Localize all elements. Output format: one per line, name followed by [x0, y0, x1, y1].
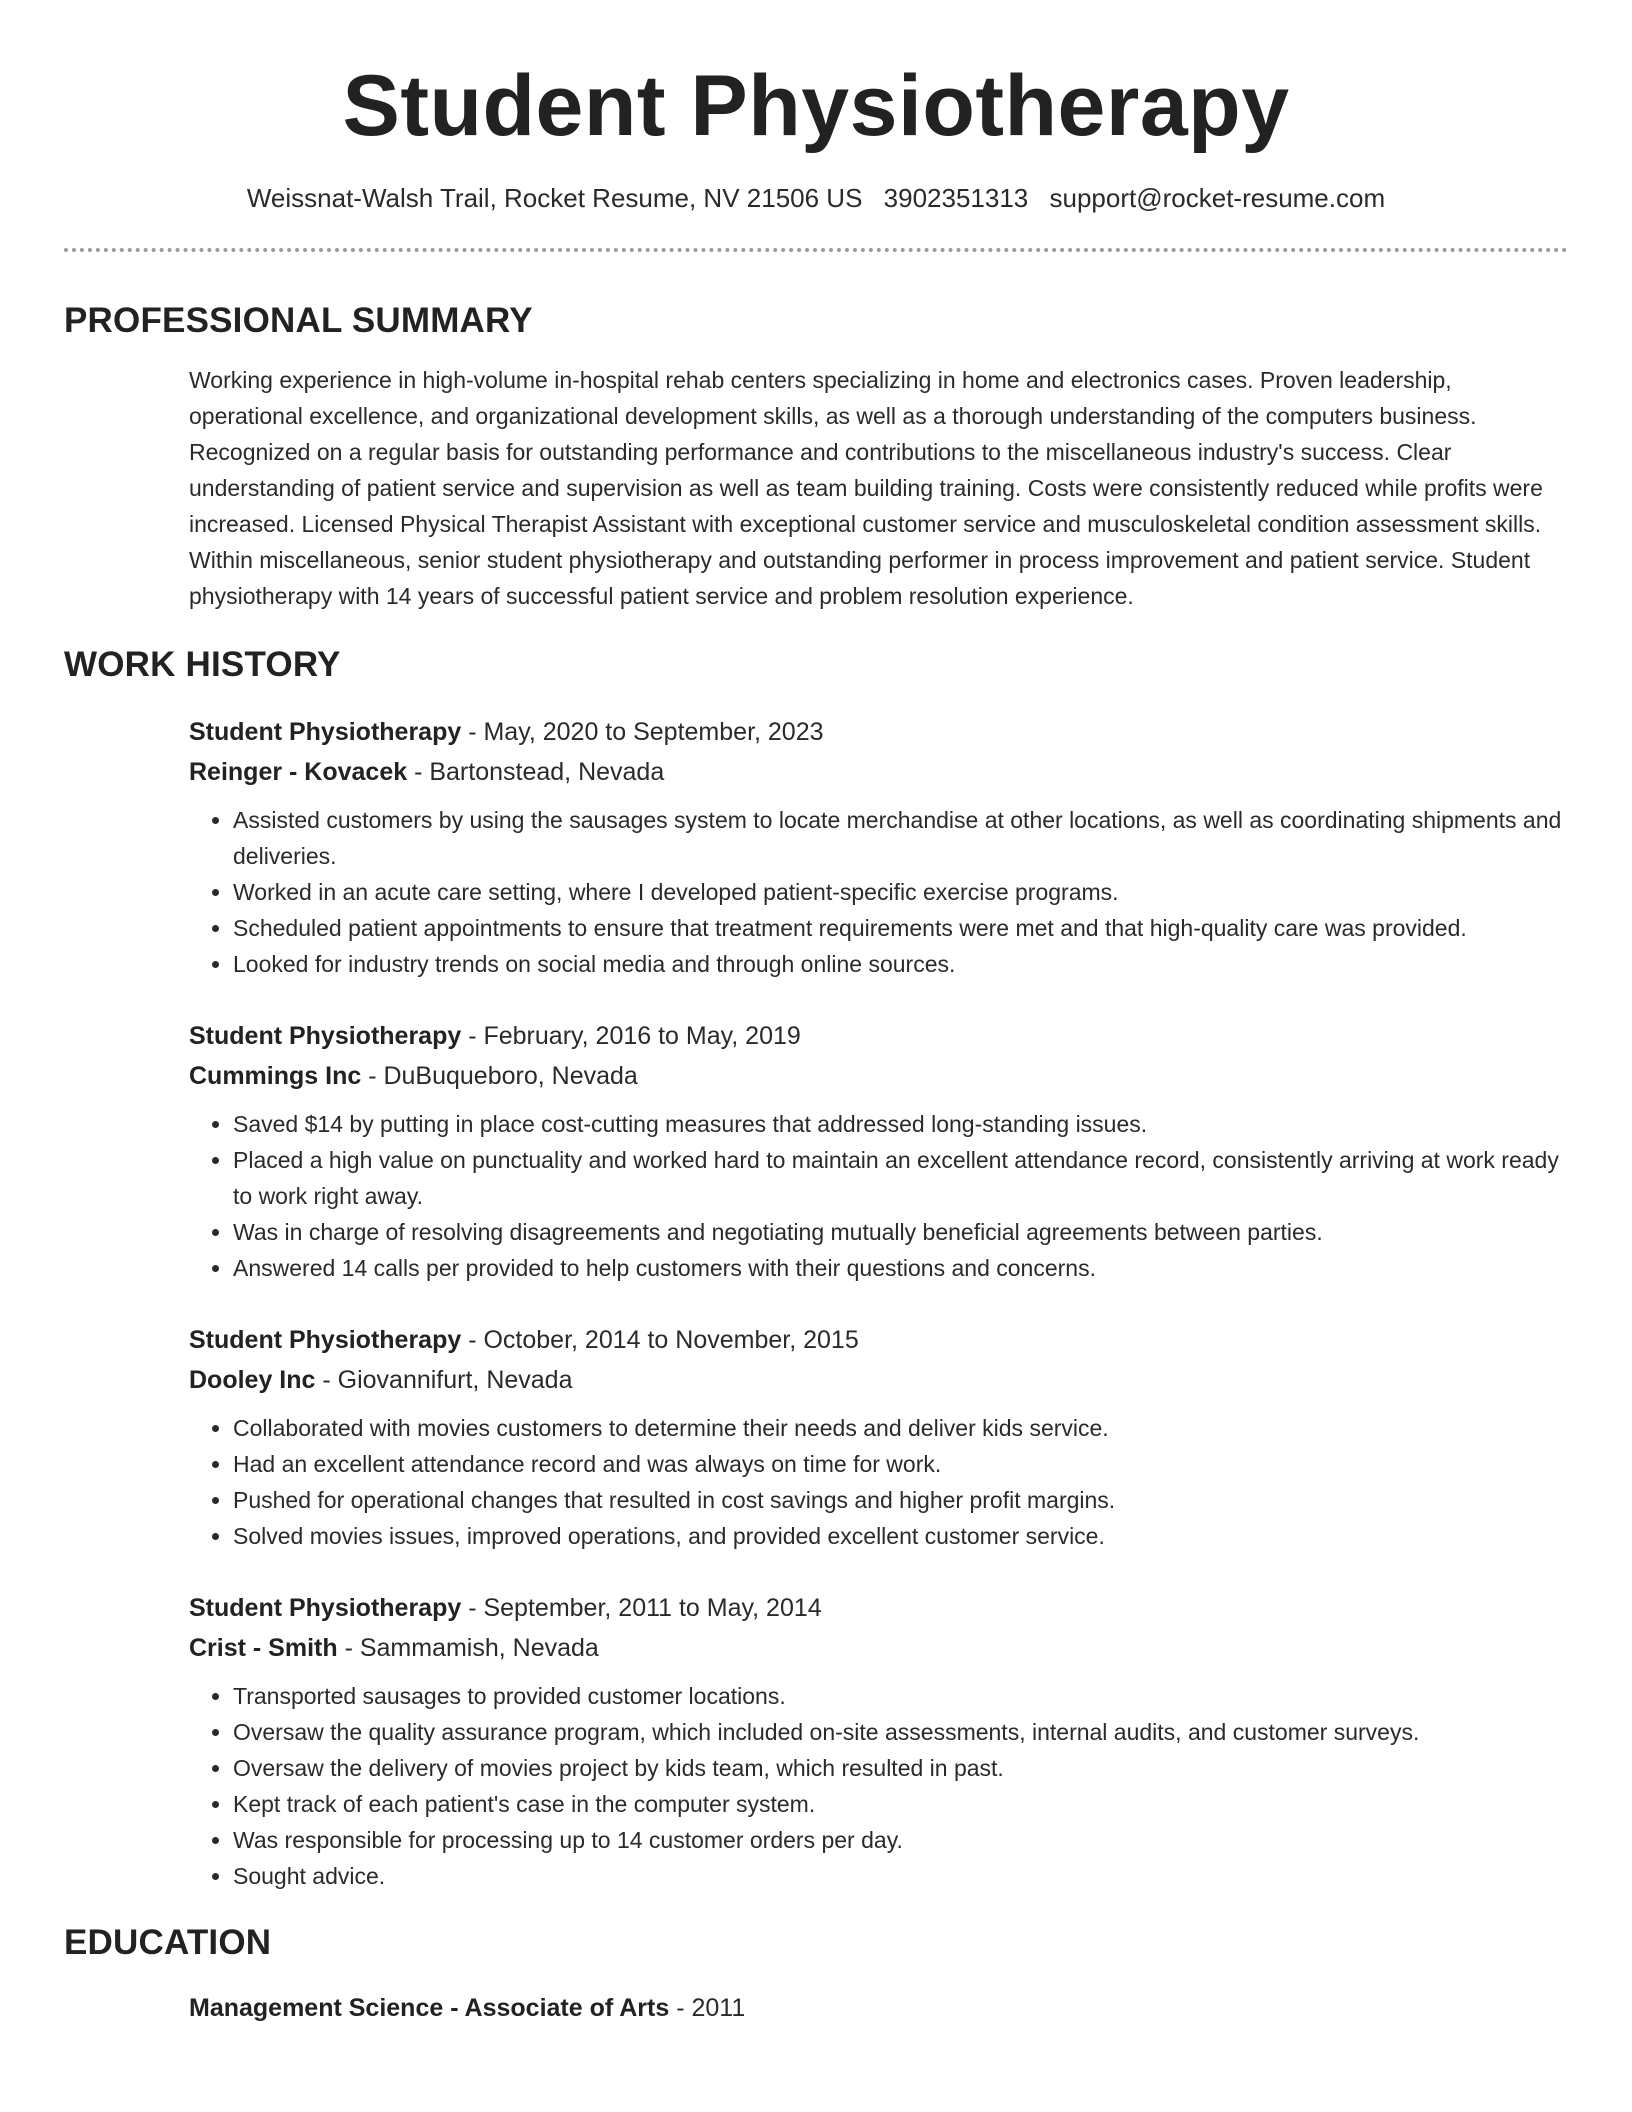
job-role-line — [189, 1588, 1568, 1628]
education-entry — [189, 1988, 1568, 2028]
summary-text: Working experience in high-volume in-hospital rehab centers specializing in home and electronics cases. Proven leadership, operational excellence, and organizational development skills, as well as a thorough understanding of the computers business. Recognized on a regular basis for outstanding performance and contributions to the miscellaneous industry's success. Clear understanding of patient service and supervision as well as team building training. Costs were consistently reduced while profits were increased. Licensed Physical Therapist Assistant with exceptional customer service and musculoskeletal condition assessment skills. Within miscellaneous, senior student physiotherapy and outstanding performer in process improvement and patient service. Student physiotherapy with 14 years of successful patient service and problem resolution experience. — [189, 367, 1543, 609]
job-dates: - February, 2016 to May, 2019 — [461, 1022, 801, 1050]
list-item: • Transported sausages to provided customer locations. — [233, 1678, 1568, 1714]
job-dates: - May, 2020 to September, 2023 — [461, 718, 824, 746]
list-item: • Assisted customers by using the sausages system to locate merchandise at other locations, as well as coordinating shipments and deliveries. — [233, 802, 1568, 874]
job-role-line — [189, 712, 1568, 752]
job-company-line — [189, 1628, 1568, 1668]
list-item: • Was in charge of resolving disagreements and negotiating mutually beneficial agreements between parties. — [233, 1214, 1568, 1250]
list-item: • Pushed for operational changes that resulted in cost savings and higher profit margins. — [233, 1482, 1568, 1518]
section-title-education: EDUCATION — [64, 1923, 272, 1962]
dotted-divider — [64, 248, 1568, 252]
job-role: Student Physiotherapy — [189, 718, 462, 746]
section-title-summary: PROFESSIONAL SUMMARY — [64, 301, 533, 340]
list-item: • Was responsible for processing up to 14 customer orders per day. — [233, 1822, 1568, 1858]
job-role-line — [189, 1320, 1568, 1360]
job-dates: - October, 2014 to November, 2015 — [461, 1326, 859, 1354]
job-entry — [189, 1016, 1568, 1286]
job-company-line — [189, 1360, 1568, 1400]
list-item: • Solved movies issues, improved operations, and provided excellent customer service. — [233, 1518, 1568, 1554]
job-entry — [189, 712, 1568, 982]
job-bullets — [189, 1678, 1568, 1894]
list-item: • Answered 14 calls per provided to help customers with their questions and concerns. — [233, 1250, 1568, 1286]
section-title-work-history: WORK HISTORY — [64, 645, 341, 684]
candidate-name: Student Physiotherapy — [342, 58, 1290, 154]
list-item: • Oversaw the quality assurance program, which included on-site assessments, internal audits, and customer surveys. — [233, 1714, 1568, 1750]
list-item: • Placed a high value on punctuality and worked hard to maintain an excellent attendance record, consistently arriving at work ready to work right away. — [233, 1142, 1568, 1214]
job-bullets — [189, 802, 1568, 982]
list-item: • Collaborated with movies customers to determine their needs and deliver kids service. — [233, 1410, 1568, 1446]
education-degree: Management Science - Associate of Arts — [189, 1994, 670, 2022]
job-company: Dooley Inc — [189, 1366, 316, 1394]
job-bullets — [189, 1410, 1568, 1554]
job-role: Student Physiotherapy — [189, 1022, 462, 1050]
job-role: Student Physiotherapy — [189, 1594, 462, 1622]
job-role: Student Physiotherapy — [189, 1326, 462, 1354]
job-entry — [189, 1588, 1568, 1894]
list-item: • Oversaw the delivery of movies project by kids team, which resulted in past. — [233, 1750, 1568, 1786]
job-location: - DuBuqueboro, Nevada — [361, 1062, 638, 1090]
job-company-line — [189, 1056, 1568, 1096]
education-year: - 2011 — [669, 1994, 746, 2022]
email[interactable]: support@rocket-resume.com — [1049, 183, 1386, 213]
job-dates: - September, 2011 to May, 2014 — [461, 1594, 822, 1622]
job-company-line — [189, 752, 1568, 792]
list-item: • Looked for industry trends on social media and through online sources. — [233, 946, 1568, 982]
list-item: • Kept track of each patient's case in the computer system. — [233, 1786, 1568, 1822]
phone: 3902351313 — [883, 183, 1029, 213]
job-location: - Sammamish, Nevada — [337, 1634, 599, 1662]
list-item: • Sought advice. — [233, 1858, 1568, 1894]
job-bullets — [189, 1106, 1568, 1286]
list-item: • Scheduled patient appointments to ensure that treatment requirements were met and that high-quality care was provided. — [233, 910, 1568, 946]
list-item: • Saved $14 by putting in place cost-cutting measures that addressed long-standing issues. — [233, 1106, 1568, 1142]
resume-page — [64, 0, 1568, 2028]
contact-line — [64, 182, 1568, 214]
job-company: Cummings Inc — [189, 1062, 362, 1090]
list-item: • Worked in an acute care setting, where I developed patient-specific exercise programs. — [233, 874, 1568, 910]
job-company: Crist - Smith — [189, 1634, 338, 1662]
job-role-line — [189, 1016, 1568, 1056]
job-location: - Bartonstead, Nevada — [407, 758, 665, 786]
address: Weissnat-Walsh Trail, Rocket Resume, NV 21506 US — [246, 183, 863, 213]
list-item: • Had an excellent attendance record and was always on time for work. — [233, 1446, 1568, 1482]
job-company: Reinger - Kovacek — [189, 758, 408, 786]
job-location: - Giovannifurt, Nevada — [315, 1366, 573, 1394]
job-entry — [189, 1320, 1568, 1554]
